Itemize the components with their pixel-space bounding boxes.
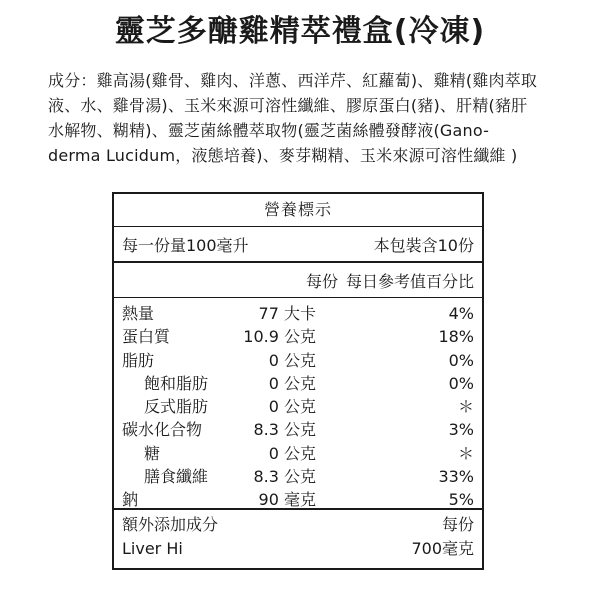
- ingredients-text: [48, 68, 560, 168]
- daily-value-header: 每日參考值百分比: [345, 271, 474, 291]
- nutrient-name: 蛋白質: [122, 327, 171, 347]
- nutrient-name: 膳食纖維: [144, 467, 209, 487]
- nutrient-name: 飽和脂肪: [144, 373, 209, 393]
- nutrient-name: 脂肪: [122, 350, 155, 370]
- nutrient-daily-pct: 0%: [448, 373, 474, 393]
- nutrient-row-sodium: [114, 488, 482, 511]
- additional-ingredients-section: [114, 510, 482, 572]
- nutrient-value: 10.9 公克: [243, 327, 316, 347]
- nutrient-daily-pct: 18%: [438, 327, 474, 347]
- ingredients-line: 水解物、糊精)、靈芝菌絲體萃取物(靈芝菌絲體發酵液(Gano-: [48, 121, 490, 140]
- nutrient-name: 糖: [144, 443, 161, 463]
- nutrient-daily-pct: 33%: [438, 467, 474, 487]
- nutrient-row-calories: [114, 302, 482, 325]
- nutrient-row-fat: [114, 349, 482, 372]
- nutrient-row-dietary-fiber: [114, 465, 482, 488]
- product-title: 靈芝多醣雞精萃禮盒(冷凍): [114, 14, 486, 49]
- nutrient-row-saturated-fat: [114, 372, 482, 395]
- nutrient-value: 8.3 公克: [253, 420, 316, 440]
- nutrient-value: 0 公克: [268, 443, 316, 463]
- nutrient-value: 8.3 公克: [253, 467, 316, 487]
- additional-item-name: Liver Hi: [122, 539, 183, 558]
- nutrient-daily-pct: 5%: [448, 490, 474, 510]
- nutrient-daily-pct: 0%: [448, 350, 474, 370]
- nutrient-name: 反式脂肪: [144, 397, 209, 417]
- ingredients-line: derma Lucidum，液態培養)、麥芽糊精、玉米來源可溶性纖維 ): [48, 146, 518, 165]
- nutrient-daily-pct: 3%: [448, 420, 474, 440]
- nutrient-row-carbohydrate: [114, 418, 482, 441]
- nutrition-facts-panel: [112, 192, 484, 570]
- nutrient-value: 0 公克: [268, 397, 316, 417]
- serving-info-row: [114, 227, 482, 263]
- additional-item-value: 700毫克: [411, 539, 474, 558]
- nutrient-value: 90 毫克: [258, 490, 316, 510]
- additional-per-serving: 每份: [441, 515, 474, 534]
- nutrient-name: 熱量: [122, 304, 155, 323]
- nutrient-daily-pct: ＊: [457, 443, 474, 463]
- nutrient-list: [114, 298, 482, 510]
- ingredients-line: 液、水、雞骨湯)、玉米來源可溶性纖維、膠原蛋白(豬)、肝精(豬肝: [48, 96, 528, 115]
- nutrient-daily-pct: 4%: [448, 304, 474, 323]
- nutrient-daily-pct: ＊: [457, 397, 474, 417]
- additional-header-row: [122, 514, 474, 536]
- servings-per-pack: 本包裝含10份: [373, 235, 474, 255]
- nutrient-name: 鈉: [122, 490, 139, 510]
- per-serving-header: 每份: [305, 271, 338, 291]
- additional-label: 額外添加成分: [122, 515, 219, 534]
- nutrient-row-sugar: [114, 442, 482, 465]
- nutrient-value: 0 公克: [268, 373, 316, 393]
- nutrition-header-row: [114, 263, 482, 298]
- nutrition-panel-title: 營養標示: [114, 194, 482, 227]
- nutrient-value: 0 公克: [268, 350, 316, 370]
- additional-item-row: [122, 538, 474, 560]
- nutrient-value: 77 大卡: [258, 304, 316, 323]
- nutrient-row-protein: [114, 325, 482, 348]
- serving-size: 每一份量100毫升: [122, 235, 249, 255]
- ingredients-line: 成分：雞高湯(雞骨、雞肉、洋蔥、西洋芹、紅蘿蔔)、雞精(雞肉萃取: [48, 71, 538, 90]
- nutrient-name: 碳水化合物: [122, 420, 203, 440]
- nutrient-row-trans-fat: [114, 395, 482, 418]
